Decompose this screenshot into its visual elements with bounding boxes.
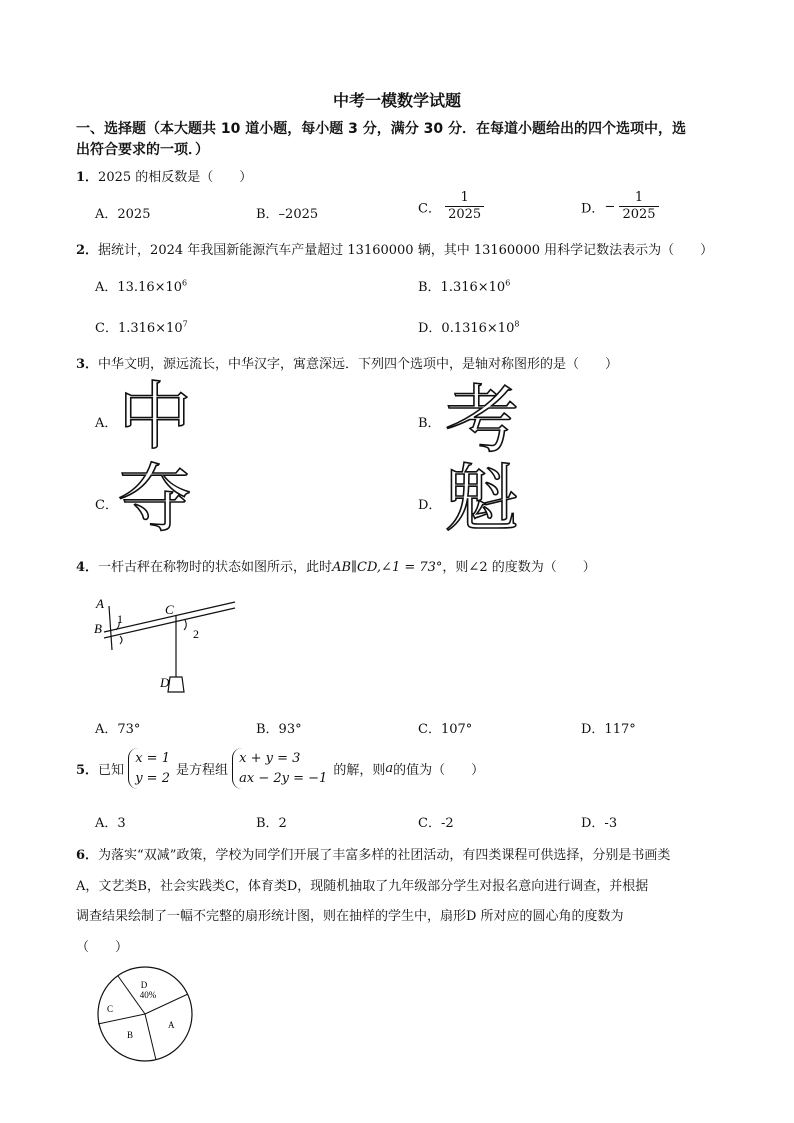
q4-option-b: B．93° xyxy=(256,722,302,737)
label-B: B xyxy=(94,621,102,636)
section-heading-line2: 出符合要求的一项．） xyxy=(76,142,209,158)
q3-option-c: C． xyxy=(95,498,118,513)
q2-option-b xyxy=(418,276,510,295)
section-heading-line1: 一、选择题（本大题共 10 道小题，每小题 3 分，满分 30 分．在每道小题给出的四个选项中，选 xyxy=(76,121,686,137)
pie-chart-figure xyxy=(90,966,210,1066)
question-4 xyxy=(76,556,596,575)
q3-option-b: B． xyxy=(418,416,441,431)
option-text: D．0.1316×10 xyxy=(418,321,515,336)
option-text: C．1.316×10 xyxy=(95,321,183,336)
q5-option-c: C．-2 xyxy=(418,816,454,831)
denominator: 2025 xyxy=(448,207,482,223)
q4-option-c: C．107° xyxy=(418,722,473,737)
numerator: 1 xyxy=(445,190,484,207)
question-6-line2: A，文艺类B，社会实践类C，体育类D，现随机抽取了九年级部分学生对报名意向进行调查，并根据 xyxy=(76,879,649,894)
q4-option-d: D．117° xyxy=(581,722,636,737)
pie-label-d-percent: 40% xyxy=(139,990,157,1000)
q2-option-c xyxy=(95,317,188,336)
question-6-line1 xyxy=(76,844,670,863)
system-line: x = 1 xyxy=(135,751,170,766)
question-stem-post: ，则∠2 的度数为（ ） xyxy=(442,560,596,575)
question-number: 4． xyxy=(76,560,99,575)
fraction xyxy=(619,190,658,224)
question-2 xyxy=(76,239,713,258)
minus-sign: − xyxy=(604,199,616,215)
q2-option-a xyxy=(95,276,187,295)
q3-option-d: D． xyxy=(418,498,442,513)
question-number: 2． xyxy=(76,243,99,258)
question-number: 5． xyxy=(76,763,99,778)
page-title: 中考一模数学试题 xyxy=(332,91,461,110)
pie-label-a: A xyxy=(168,1020,175,1030)
question-6-line3: 调查结果绘制了一幅不完整的扇形统计图，则在抽样的学生中，扇形D 所对应的圆心角的度数为 xyxy=(76,909,624,924)
q1-option-d xyxy=(581,190,659,224)
exponent: 8 xyxy=(514,319,520,329)
glyph-kao-image: 考 xyxy=(445,377,519,463)
question-number: 1． xyxy=(76,170,99,185)
question-stem-pre: 一杆古秤在称物时的状态如图所示，此时 xyxy=(98,560,333,575)
line-ab xyxy=(109,606,112,650)
question-6-line4: （ ） xyxy=(76,940,129,955)
exponent: 6 xyxy=(182,278,188,288)
option-label: D． xyxy=(581,201,605,217)
stem-post: 的解，则 xyxy=(333,763,386,778)
angle-2-arc xyxy=(184,620,186,630)
label-angle-1: 1 xyxy=(117,612,123,626)
q5-option-a: A．3 xyxy=(95,816,126,831)
q2-option-d xyxy=(418,317,519,336)
given-system xyxy=(128,748,176,789)
question-number: 6． xyxy=(76,848,99,863)
q1-option-a: A．2025 xyxy=(95,207,151,222)
exponent: 7 xyxy=(182,319,188,329)
label-C: C xyxy=(165,602,174,617)
question-3 xyxy=(76,353,618,372)
q1-option-b: B．–2025 xyxy=(256,207,319,222)
variable-a: a xyxy=(385,761,394,776)
pie-label-b: B xyxy=(127,1030,134,1040)
label-A: A xyxy=(96,596,104,611)
label-D: D xyxy=(160,675,170,690)
option-text: B．1.316×10 xyxy=(418,280,506,295)
exponent: 6 xyxy=(505,278,511,288)
question-stem: 据统计，2024 年我国新能源汽车产量超过 13160000 辆，其中 13160000 用科学记数法表示为（ ） xyxy=(98,243,714,258)
pie-label-c: C xyxy=(107,1004,114,1014)
question-stem: 中华文明，源远流长，中华汉字，寓意深远．下列四个选项中，是轴对称图形的是（ ） xyxy=(98,357,619,372)
glyph-zhong-image: 中 xyxy=(118,374,192,460)
pie-label-d: D xyxy=(140,980,148,990)
system-line: y = 2 xyxy=(135,770,170,786)
option-text: A．13.16×10 xyxy=(95,280,183,295)
glyph-kui-image: 魁 xyxy=(445,456,519,542)
steelyard-figure xyxy=(90,592,250,702)
angle-bottom-arc xyxy=(120,636,122,644)
question-stem: 为落实“双减”政策，学校为同学们开展了丰富多样的社团活动，有四类课程可供选择，分别是书画类 xyxy=(98,848,671,863)
glyph-duo-image: 夺 xyxy=(118,456,192,542)
q5-option-b: B．2 xyxy=(256,816,287,831)
question-1 xyxy=(76,166,252,185)
system-line: ax − 2y = −1 xyxy=(239,770,328,786)
question-5 xyxy=(76,748,484,789)
label-angle-2: 2 xyxy=(193,627,199,641)
fraction xyxy=(445,190,484,224)
equation-system xyxy=(232,748,333,789)
q5-option-d: D．-3 xyxy=(581,816,618,831)
question-stem: 2025 的相反数是（ ） xyxy=(98,170,253,185)
denominator: 2025 xyxy=(622,207,656,223)
stem-pre: 已知 xyxy=(98,763,125,778)
system-line: x + y = 3 xyxy=(239,751,301,766)
question-math: AB∥CD,∠1 = 73° xyxy=(332,560,443,575)
option-label: C． xyxy=(418,201,441,217)
stem-end: 的值为（ ） xyxy=(393,763,485,778)
q3-option-a: A． xyxy=(95,416,118,431)
weight-shape xyxy=(168,677,184,692)
numerator: 1 xyxy=(619,190,658,207)
q4-option-a: A．73° xyxy=(95,722,141,737)
question-number: 3． xyxy=(76,357,99,372)
stem-mid: 是方程组 xyxy=(175,763,228,778)
q1-option-c xyxy=(418,190,484,224)
